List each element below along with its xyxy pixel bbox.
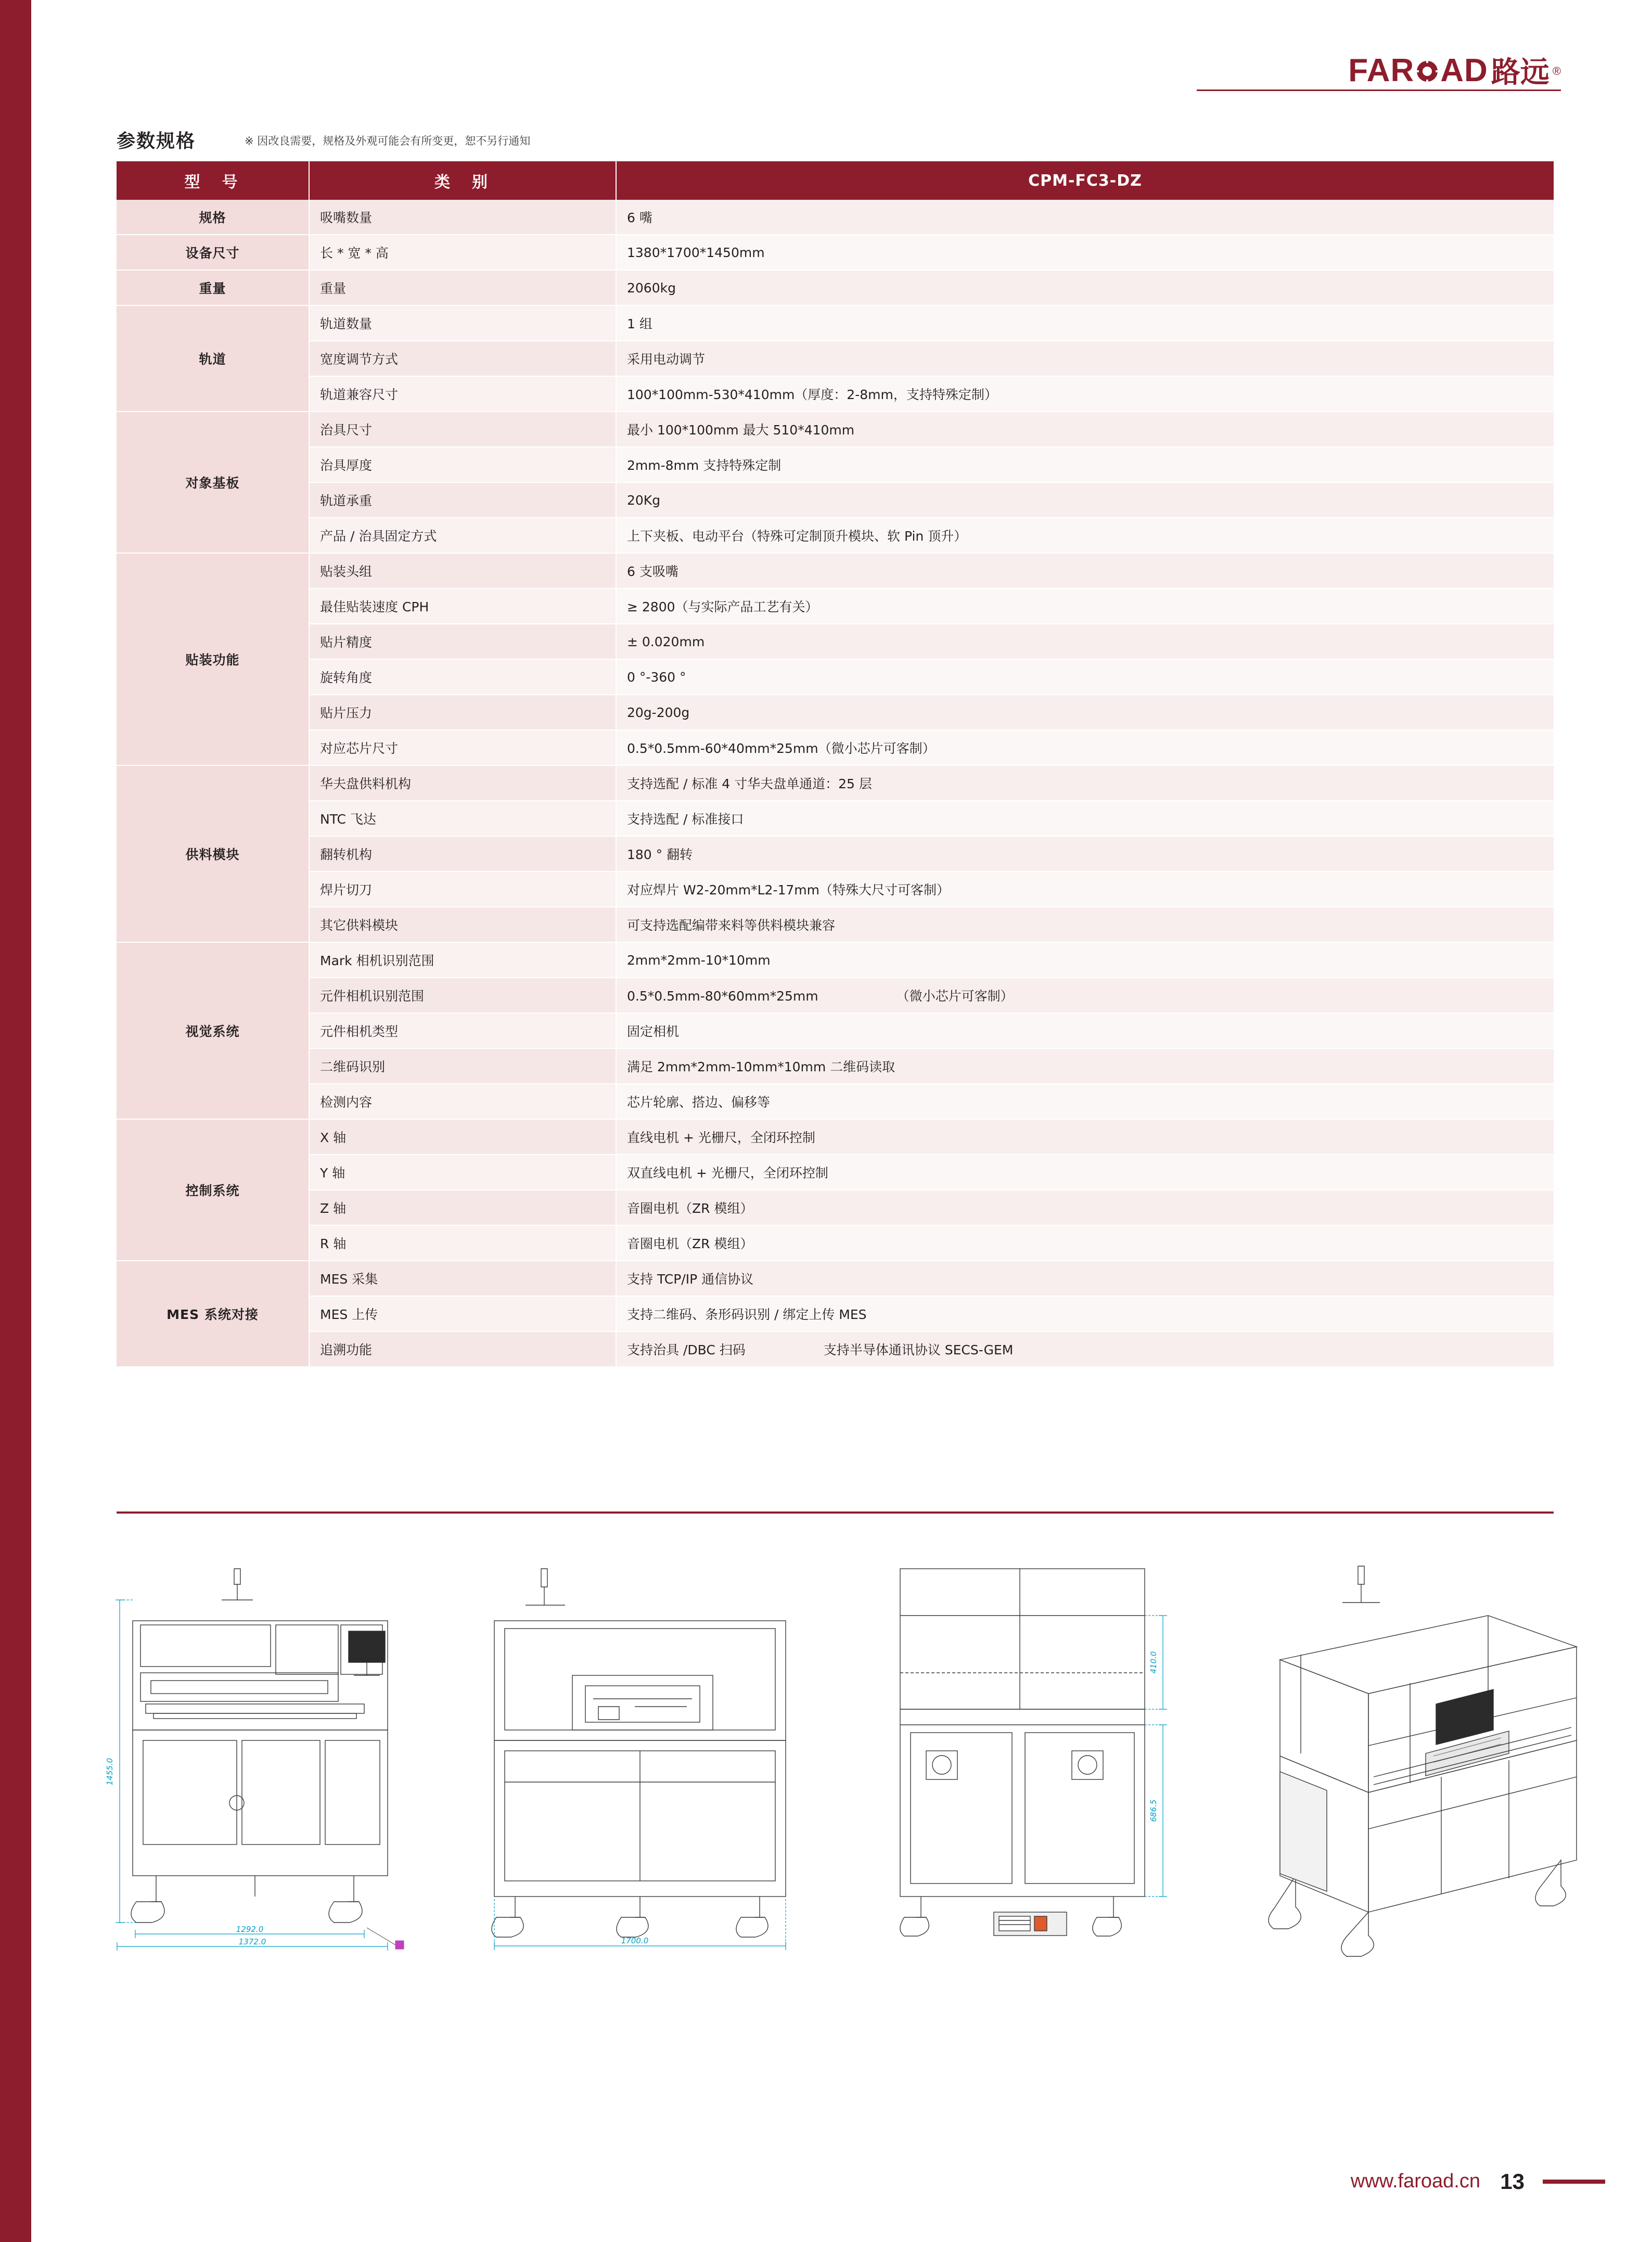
spec-value: 最小 100*100mm 最大 510*410mm: [616, 412, 1554, 447]
spec-item: NTC 飞达: [309, 801, 616, 836]
table-bottom-rule: [117, 1511, 1554, 1514]
spec-value: 支持 TCP/IP 通信协议: [616, 1261, 1554, 1296]
spec-item: 其它供料模块: [309, 907, 616, 942]
svg-text:1455.0: 1455.0: [105, 1758, 114, 1786]
spec-value: 音圈电机（ZR 模组）: [616, 1225, 1554, 1261]
side-view: [463, 1564, 827, 1959]
spec-value: 满足 2mm*2mm-10mm*10mm 二维码读取: [616, 1048, 1554, 1084]
table-header-row: [117, 161, 1554, 200]
spec-item: Y 轴: [309, 1155, 616, 1190]
table-row: [117, 235, 1554, 270]
header-category: 类 别: [309, 161, 616, 200]
table-row: [117, 447, 1554, 482]
svg-text:410.0: 410.0: [1149, 1651, 1158, 1674]
header-divider: [1197, 89, 1561, 91]
table-row: [117, 1261, 1554, 1296]
table-row: [117, 942, 1554, 978]
spec-item: 对应芯片尺寸: [309, 730, 616, 765]
table-row: [117, 1048, 1554, 1084]
spec-item: 宽度调节方式: [309, 341, 616, 376]
table-row: [117, 553, 1554, 588]
svg-text:1372.0: 1372.0: [238, 1937, 266, 1946]
page-title: 参数规格: [117, 131, 196, 152]
table-row: [117, 872, 1554, 907]
rear-view: [869, 1553, 1192, 1959]
group-label: 设备尺寸: [117, 235, 309, 270]
spec-value: 对应焊片 W2-20mm*L2-17mm（特殊大尺寸可客制）: [616, 872, 1554, 907]
spec-value: 支持二维码、条形码识别 / 绑定上传 MES: [616, 1296, 1554, 1331]
brand-name-left: FAR: [1348, 52, 1415, 88]
drawings-area: [83, 1548, 1592, 2079]
table-row: [117, 305, 1554, 341]
spec-value: 20Kg: [616, 482, 1554, 518]
spec-value: ≥ 2800（与实际产品工艺有关）: [616, 588, 1554, 624]
gear-icon: [1415, 59, 1439, 83]
table-row: [117, 1331, 1554, 1367]
spec-value: 0 °-360 °: [616, 659, 1554, 695]
table-row: [117, 801, 1554, 836]
group-label: 规格: [117, 200, 309, 235]
svg-text:686.5: 686.5: [1149, 1799, 1158, 1822]
left-accent-bar-lower: [0, 1551, 31, 2242]
spec-item: Mark 相机识别范围: [309, 942, 616, 978]
group-label: 控制系统: [117, 1119, 309, 1261]
spec-item: 治具厚度: [309, 447, 616, 482]
table-row: [117, 200, 1554, 235]
table-row: [117, 765, 1554, 801]
table-row: [117, 695, 1554, 730]
isometric-view: [1218, 1548, 1597, 1964]
spec-item: 追溯功能: [309, 1331, 616, 1367]
spec-value-secondary: （微小芯片可客制）: [896, 989, 1014, 1004]
footer-accent-dash: [1543, 2180, 1605, 2184]
spec-value: 20g-200g: [616, 695, 1554, 730]
brand-name-cn: 路远: [1491, 56, 1549, 89]
table-row: [117, 624, 1554, 659]
footer-url[interactable]: www.faroad.cn: [1350, 2170, 1480, 2192]
spec-item: R 轴: [309, 1225, 616, 1261]
table-body: [117, 200, 1554, 1367]
group-label: 供料模块: [117, 765, 309, 942]
table-row: [117, 1296, 1554, 1331]
page-note: ※ 因改良需要，规格及外观可能会有所变更，恕不另行通知: [245, 135, 531, 147]
header-model: 型 号: [117, 161, 309, 200]
spec-item: 二维码识别: [309, 1048, 616, 1084]
spec-value: 音圈电机（ZR 模组）: [616, 1190, 1554, 1225]
spec-item: X 轴: [309, 1119, 616, 1155]
spec-item: 旋转角度: [309, 659, 616, 695]
spec-item: 焊片切刀: [309, 872, 616, 907]
spec-value: 100*100mm-530*410mm（厚度：2-8mm，支持特殊定制）: [616, 376, 1554, 412]
table-row: [117, 836, 1554, 872]
table-row: [117, 1084, 1554, 1119]
table-row: [117, 1119, 1554, 1155]
spec-item: 检测内容: [309, 1084, 616, 1119]
spec-value: 1 组: [616, 305, 1554, 341]
spec-value-secondary: 支持半导体通讯协议 SECS-GEM: [823, 1342, 1014, 1357]
spec-value: 可支持选配编带来料等供料模块兼容: [616, 907, 1554, 942]
left-accent-bar: [0, 0, 31, 1551]
spec-value: 直线电机 + 光栅尺，全闭环控制: [616, 1119, 1554, 1155]
spec-item: 元件相机类型: [309, 1013, 616, 1048]
table-row: [117, 482, 1554, 518]
group-label: MES 系统对接: [117, 1261, 309, 1367]
table-row: [117, 978, 1554, 1013]
spec-item: 重量: [309, 270, 616, 305]
registered-mark: ®: [1552, 65, 1561, 78]
spec-value: 上下夹板、电动平台（特殊可定制顶升模块、软 Pin 顶升）: [616, 518, 1554, 553]
spec-value: 支持治具 /DBC 扫码 支持半导体通讯协议 SECS-GEM: [616, 1331, 1554, 1367]
spec-value: 6 支吸嘴: [616, 553, 1554, 588]
spec-value: 0.5*0.5mm-80*60mm*25mm （微小芯片可客制）: [616, 978, 1554, 1013]
spec-value: 支持选配 / 标准接口: [616, 801, 1554, 836]
table-row: [117, 412, 1554, 447]
spec-item: 产品 / 治具固定方式: [309, 518, 616, 553]
header-value: CPM-FC3-DZ: [616, 161, 1554, 200]
svg-text:1292.0: 1292.0: [236, 1925, 264, 1934]
group-label: 贴装功能: [117, 553, 309, 765]
spec-item: MES 采集: [309, 1261, 616, 1296]
spec-value: 2mm*2mm-10*10mm: [616, 942, 1554, 978]
group-label: 轨道: [117, 305, 309, 412]
spec-item: 轨道数量: [309, 305, 616, 341]
spec-item: 长 * 宽 * 高: [309, 235, 616, 270]
spec-item: 贴装头组: [309, 553, 616, 588]
spec-value: 固定相机: [616, 1013, 1554, 1048]
spec-item: 翻转机构: [309, 836, 616, 872]
spec-item: 元件相机识别范围: [309, 978, 616, 1013]
spec-value: ± 0.020mm: [616, 624, 1554, 659]
table-row: [117, 270, 1554, 305]
spec-value: 采用电动调节: [616, 341, 1554, 376]
table-row: [117, 1013, 1554, 1048]
spec-item: 治具尺寸: [309, 412, 616, 447]
spec-value: 芯片轮廓、搭边、偏移等: [616, 1084, 1554, 1119]
spec-value: 支持选配 / 标准 4 寸华夫盘单通道：25 层: [616, 765, 1554, 801]
spec-item: 轨道承重: [309, 482, 616, 518]
brand-name-right: AD: [1440, 52, 1488, 88]
table-row: [117, 1155, 1554, 1190]
spec-value: 2mm-8mm 支持特殊定制: [616, 447, 1554, 482]
spec-value: 180 ° 翻转: [616, 836, 1554, 872]
spec-value: 6 嘴: [616, 200, 1554, 235]
spec-item: 华夫盘供料机构: [309, 765, 616, 801]
table-row: [117, 341, 1554, 376]
table-row: [117, 659, 1554, 695]
spec-value: 1380*1700*1450mm: [616, 235, 1554, 270]
spec-table: [117, 161, 1554, 1367]
table-row: [117, 518, 1554, 553]
table-row: [117, 1190, 1554, 1225]
group-label: 对象基板: [117, 412, 309, 553]
spec-item: MES 上传: [309, 1296, 616, 1331]
group-label: 视觉系统: [117, 942, 309, 1119]
spec-value: 双直线电机 + 光栅尺，全闭环控制: [616, 1155, 1554, 1190]
group-label: 重量: [117, 270, 309, 305]
svg-text:1700.0: 1700.0: [621, 1936, 649, 1945]
table-row: [117, 907, 1554, 942]
brand-logo: [1348, 49, 1561, 91]
page-number: 13: [1500, 2169, 1525, 2194]
table-row: [117, 1225, 1554, 1261]
spec-item: 贴片精度: [309, 624, 616, 659]
spec-item: 吸嘴数量: [309, 200, 616, 235]
spec-item: 轨道兼容尺寸: [309, 376, 616, 412]
spec-value: 2060kg: [616, 270, 1554, 305]
table-row: [117, 376, 1554, 412]
spec-item: Z 轴: [309, 1190, 616, 1225]
table-row: [117, 588, 1554, 624]
table-row: [117, 730, 1554, 765]
front-view: [104, 1564, 427, 1959]
spec-item: 贴片压力: [309, 695, 616, 730]
spec-value: 0.5*0.5mm-60*40mm*25mm（微小芯片可客制）: [616, 730, 1554, 765]
spec-item: 最佳贴装速度 CPH: [309, 588, 616, 624]
